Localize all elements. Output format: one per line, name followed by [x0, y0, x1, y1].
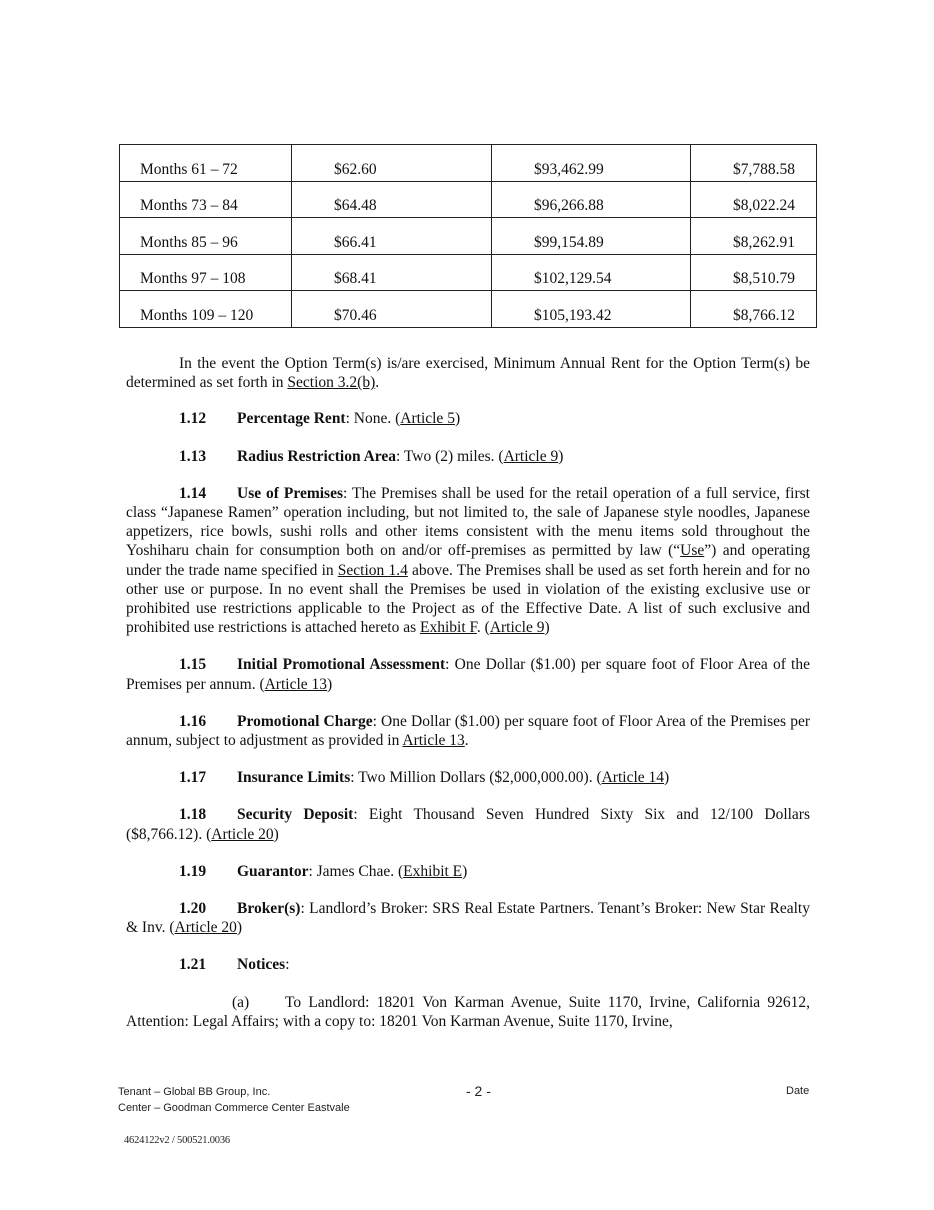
exhibit-f-link[interactable]: Exhibit F: [419, 619, 477, 637]
option-term-paragraph: In the event the Option Term(s) is/are exercised, Minimum Annual Rent for the Option Term(s) be determined as set forth in Section 3.2(b).: [126, 355, 810, 392]
period-cell: Months 97 – 108: [120, 254, 292, 291]
period-cell: Months 85 – 96: [120, 218, 292, 255]
section-1-12: 1.12 Percentage Rent: None. (Article 5): [179, 410, 461, 428]
table-row: [120, 218, 817, 255]
exhibit-e-link[interactable]: Exhibit E: [403, 862, 463, 880]
article-13-link[interactable]: Article 13: [264, 675, 328, 693]
table-row: [120, 145, 817, 182]
period-cell: Months 109 – 120: [120, 291, 292, 328]
rent-schedule-table: [119, 144, 817, 328]
page-number: - 2 -: [466, 1083, 491, 1099]
section-1-15: 1.15 Initial Promotional Assessment: One Dollar ($1.00) per square foot of Floor Area of the Premises per annum. (Article 13): [126, 656, 810, 693]
article-20-link[interactable]: Article 20: [174, 919, 237, 937]
annual-rent-cell: $93,462.99: [492, 145, 691, 182]
section-1-16: 1.16 Promotional Charge: One Dollar ($1.00) per square foot of Floor Area of the Premises per annum, subject to adjustment as provided in Article 13.: [126, 712, 810, 750]
footer-date-label: Date: [786, 1085, 810, 1097]
section-1-18: 1.18 Security Deposit: Eight Thousand Seven Hundred Sixty Six and 12/100 Dollars ($8,766.12). (Article 20): [126, 806, 811, 843]
section-1-13: 1.13 Radius Restriction Area: Two (2) miles. (Article 9): [179, 447, 564, 465]
rent-per-sqft-cell: $64.48: [292, 181, 492, 218]
annual-rent-cell: $99,154.89: [492, 218, 691, 255]
article-20-link[interactable]: Article 20: [211, 825, 274, 843]
period-cell: Months 73 – 84: [120, 181, 292, 218]
table-row: [120, 181, 817, 218]
rent-per-sqft-cell: $62.60: [292, 145, 492, 182]
article-5-link[interactable]: Article 5: [400, 410, 455, 428]
use-link[interactable]: Use: [680, 542, 705, 560]
section-1-14: 1.14 Use of Premises: The Premises shall be used for the retail operation of a full service, first class “Japanese Ramen” operation including, but not limited to, the sale of Japanese style noodles, Japanese appetizers, rice bowls, sushi rolls and other items consistent with the menu items sold throughout the Yoshiharu chain for consumption both on and/or off-premises as permitted by law (“Use”) and operating under the trade name specified in Section 1.4 above. The Premises shall be used as set forth herein and for no other use or purpose. In no event shall the Premises be used in violation of the existing exclusive use or prohibited use restrictions applicable to the Project as of the Effective Date. A list of such exclusive and prohibited use restrictions is attached hereto as Exhibit F. (Article 9): [126, 484, 810, 637]
footer-left: [118, 1084, 350, 1116]
annual-rent-cell: $102,129.54: [492, 254, 691, 291]
monthly-rent-cell: $8,766.12: [691, 291, 817, 328]
table-row: [120, 254, 817, 291]
section-1-19: 1.19 Guarantor: James Chae. (Exhibit E): [179, 862, 468, 880]
rent-per-sqft-cell: $66.41: [292, 218, 492, 255]
monthly-rent-cell: $8,510.79: [691, 254, 817, 291]
rent-per-sqft-cell: $70.46: [292, 291, 492, 328]
rent-per-sqft-cell: $68.41: [292, 254, 492, 291]
section-1-21-a: (a) To Landlord: 18201 Von Karman Avenue, Suite 1170, Irvine, California 92612, Attention: Legal Affairs; with a copy to: 18201 Von Karman Avenue, Suite 1170, Irvine,: [126, 993, 810, 1030]
section-1-20: 1.20 Broker(s): Landlord’s Broker: SRS Real Estate Partners. Tenant’s Broker: New Star Realty & Inv. (Article 20): [126, 900, 810, 937]
footer-tenant: Tenant – Global BB Group, Inc.: [118, 1086, 271, 1098]
article-9-link[interactable]: Article 9: [489, 619, 545, 637]
monthly-rent-cell: $8,262.91: [691, 218, 817, 255]
annual-rent-cell: $96,266.88: [492, 181, 691, 218]
document-body: [126, 354, 810, 1031]
period-cell: Months 61 – 72: [120, 145, 292, 182]
document-id: 4624122v2 / 500521.0036: [124, 1135, 230, 1146]
article-13-link[interactable]: Article 13: [402, 732, 465, 750]
table-row: [120, 291, 817, 328]
footer-center: Center – Goodman Commerce Center Eastvale: [118, 1102, 350, 1114]
section-1-17: 1.17 Insurance Limits: Two Million Dollars ($2,000,000.00). (Article 14): [179, 769, 670, 787]
article-9-link[interactable]: Article 9: [503, 447, 559, 465]
monthly-rent-cell: $7,788.58: [691, 145, 817, 182]
section-1-21: 1.21 Notices:: [179, 956, 290, 974]
annual-rent-cell: $105,193.42: [492, 291, 691, 328]
section-3-2b-link[interactable]: Section 3.2(b): [287, 374, 376, 392]
section-1-4-link[interactable]: Section 1.4: [337, 561, 408, 579]
monthly-rent-cell: $8,022.24: [691, 181, 817, 218]
article-14-link[interactable]: Article 14: [601, 769, 665, 787]
